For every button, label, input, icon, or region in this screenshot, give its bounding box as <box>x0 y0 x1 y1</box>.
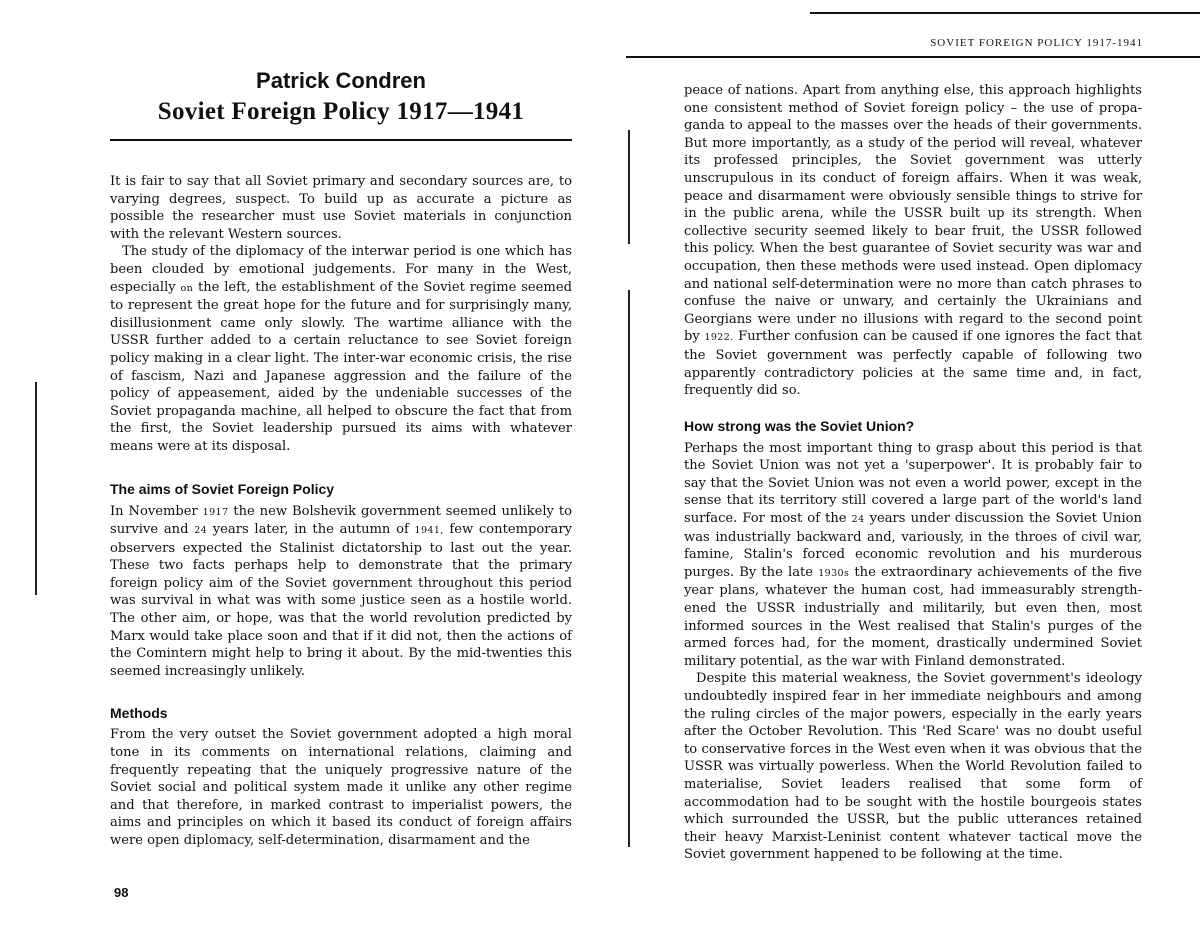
right-page <box>600 0 1200 927</box>
strength-text-2: years under discussion the Soviet Union was industrially backward and, variously, in the throes of civil war, famine, Stalin's forced economic revolution and his murderous purges. By the late <box>684 511 1142 580</box>
strength-paragraph-2: Despite this material weakness, the Soviet government's ideology undoubtedly inspired fear in her immediate neighbours and among the ruling circles of the major powers, especially in the early years after the October Revolution. This 'Red Scare' was no doubt useful to conservative forces in the West even when it was obvious that the USSR was virtually powerless. When the World Revolution failed to materialise, Soviet leaders realised that some form of accommodation had to be sought with the hostile bourgeois states which surrounded the USSR, but the public utterances retained their heavy Marxist-Leninist content whatever tactical move the Soviet government happened to be following at the time. <box>684 671 1142 863</box>
article-title: Soviet Foreign Policy 1917—1941 <box>157 98 525 125</box>
strength-text-1: Perhaps the most important thing to grasp about this period is that the Soviet Union was not yet a 'superpower'. It is probably fair to say that the Soviet Union was not even a world power, except in the sense that its territory still covered a large part of the world's land surface. For most of the <box>684 440 1142 527</box>
author-name: Patrick Condren <box>256 68 426 93</box>
aims-paragraph <box>110 503 572 681</box>
margin-scan-line-lower <box>628 290 630 847</box>
methods-paragraph: From the very outset the Soviet government adopted a high moral tone in its comments on international relations, claiming and frequently repeating that the uniquely progressive nature of the Soviet social and political system made it unlike any other regime and that therefore, in marked contrast to imperialist powers, the aims and principles on which it based its conduct of foreign affairs were open diplomacy, self-determination, disarmament and the <box>110 727 572 848</box>
strength-decade-1930s: 1930s <box>818 567 850 579</box>
intro-p2-on: on <box>180 282 194 294</box>
aims-text-2: the new Bolshevik government seemed unlikely to survive and <box>110 503 572 538</box>
intro-paragraph-1: It is fair to say that all Soviet primary and secondary sources are, to varying degrees, suspect. To build up as accurate a picture as possible the researcher must use Soviet materials in conjunction with the relevant Western sources. <box>110 174 572 242</box>
strength-number-24: 24 <box>851 514 865 526</box>
page-number: 98 <box>114 885 129 900</box>
methods-cont-year-1922: 1922. <box>704 332 734 344</box>
intro-p2-text-a: The study of the diplomacy of the interwar period is one which has been clouded by emotional judgements. For many in the West, especially <box>110 244 572 295</box>
strength-heading: How strong was the Soviet Union? <box>684 417 915 434</box>
margin-scan-line <box>35 382 37 595</box>
methods-cont-text-1: peace of nations. Apart from anything else, this approach highlights one consistent method of Soviet foreign policy – the use of propaganda to appeal to the masses over the heads of their governments. But more importantly, as a study of the period will reveal, whatever its professed principles, the Soviet government was utterly unscrupulous in its conduct of foreign affairs. When it was weak, peace and disarmament were obviously sensible things to strive for in the public arena, while the USSR built up its strength. When collective security seemed likely to bear fruit, the USSR followed this policy. When the best guarantee of Soviet security was war and occupation, then these methods were used instead. Open diplomacy and national self-determination were no more than catch phrases to confuse the naive or unwary, and certainly the Ukrainians and Georgians were under no illusions with regard to the second point by <box>684 83 1142 345</box>
intro-paragraph-2 <box>110 243 572 455</box>
intro-p2-text-b: the left, the establishment of the Soviet regime seemed to represent the great hope for the future and for surprisingly many, disillusionment came only slowly. The wartime alliance with the USSR further added to a certain reluctance to see Soviet foreign policy making in a clear light. The inter-war economic crisis, the rise of fascism, Nazi and Japanese aggression and the failure of the policy of appeasement, aided by the undeniable successes of the Soviet propaganda machine, all helped to obscure the fact that from the first, the Soviet leadership pursued its aims with whatever means were at its disposal. <box>110 279 572 454</box>
aims-year-1941: 1941, <box>414 525 444 537</box>
running-head: SOVIET FOREIGN POLICY 1917-1941 <box>930 37 1143 49</box>
methods-cont-text-2: Further confusion can be caused if one ignores the fact that the Soviet government was perfectly capable of following two apparently contradictory policies at the same time and, in fact, frequently did so. <box>684 329 1142 399</box>
aims-number-24: 24 <box>194 525 208 537</box>
methods-heading: Methods <box>110 705 168 722</box>
aims-heading: The aims of Soviet Foreign Policy <box>110 480 335 497</box>
methods-continued-paragraph <box>684 82 1142 400</box>
right-column <box>684 82 1142 864</box>
left-column <box>110 173 572 850</box>
margin-scan-line-upper <box>628 130 630 244</box>
header-bottom-rule <box>626 56 1200 58</box>
aims-text-3: years later, in the autumn of <box>207 522 415 538</box>
header-top-rule <box>810 12 1200 14</box>
aims-text-4: few contemporary observers expected the Stalinist dictatorship to last out the year. These two facts perhaps help to demonstrate that the primary foreign policy aim of the Soviet government throughout this period was survival in what was with some justice seen as a hostile world. The other aim, or hope, was that the world revolution predicted by Marx would take place soon and that if it did not, then the actions of the Comintern might help to bring it about. By the mid-twenties this seemed increasingly unlikely. <box>110 522 572 679</box>
strength-paragraph-1 <box>684 440 1142 671</box>
title-rule <box>110 139 572 141</box>
strength-text-3: the extraordinary achievements of the five year plans, whatever the human cost, had immeasurably strengthened the USSR industrially and militarily, but even then, most informed sources in the West realised that Stalin's purges of the armed forces had, for the moment, drastically undermined Soviet military potential, as the war with Finland demonstrated. <box>684 564 1142 669</box>
aims-text-1: In November <box>110 503 203 519</box>
aims-year-1917: 1917 <box>202 506 229 518</box>
